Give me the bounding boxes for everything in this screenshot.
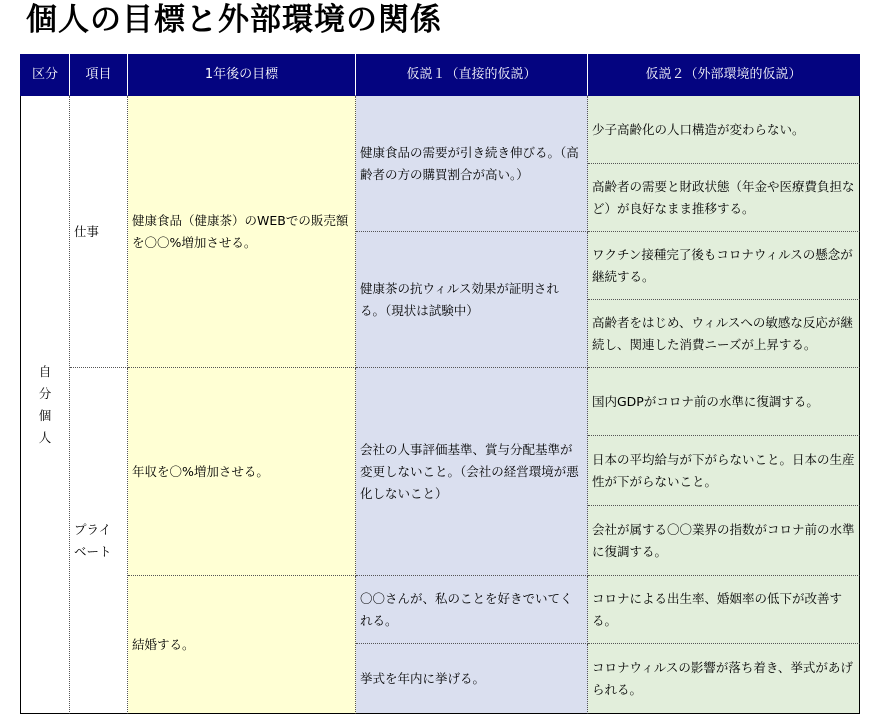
hypothesis-2-cell: [588, 96, 860, 164]
relation-table: [20, 54, 860, 714]
goal-text: 健康食品（健康茶）のWEBでの販売額を〇〇%増加させる。: [132, 212, 349, 250]
hypothesis-1-text: 健康茶の抗ウィルス効果が証明される。（現状は試験中）: [360, 280, 559, 318]
goal-cell: [128, 368, 356, 576]
hypothesis-2-cell: [588, 644, 860, 714]
hypothesis-2-cell: [588, 300, 860, 368]
item-label: 仕事: [74, 223, 100, 239]
header-hypothesis-1: 仮説１（直接的仮説）: [356, 54, 588, 96]
goal-text: 結婚する。: [132, 636, 195, 652]
hypothesis-1-cell: [356, 232, 588, 368]
hypothesis-2-cell: [588, 368, 860, 436]
hypothesis-1-cell: [356, 644, 588, 714]
item-cell-work: [70, 96, 128, 368]
hypothesis-1-text: 挙式を年内に挙げる。: [360, 670, 486, 686]
hypothesis-1-text: 〇〇さんが、私のことを好きでいてくれる。: [360, 590, 573, 628]
hypothesis-2-text: コロナウィルスの影響が落ち着き、挙式があげられる。: [592, 659, 853, 697]
header-goal: 1年後の目標: [128, 54, 356, 96]
page-title: 個人の目標と外部環境の関係: [26, 2, 442, 38]
header-item: 項目: [70, 54, 128, 96]
item-cell-private: [70, 368, 128, 714]
hypothesis-1-cell: [356, 96, 588, 232]
goal-text: 年収を〇%増加させる。: [132, 463, 269, 479]
hypothesis-2-cell: [588, 232, 860, 300]
hypothesis-2-text: 会社が属する〇〇業界の指数がコロナ前の水準に復調する。: [592, 521, 855, 559]
hypothesis-1-text: 会社の人事評価基準、賞与分配基準が変更しないこと。（会社の経営環境が悪化しないこと）: [360, 441, 579, 501]
hypothesis-1-text: 健康食品の需要が引き続き伸びる。（高齢者の方の購買割合が高い。）: [360, 144, 579, 182]
hypothesis-2-cell: [588, 506, 860, 576]
hypothesis-1-cell: [356, 368, 588, 576]
item-label: プライベート: [74, 521, 112, 559]
hypothesis-2-text: 日本の平均給与が下がらないこと。日本の生産性が下がらないこと。: [592, 451, 855, 489]
header-kubun: 区分: [20, 54, 70, 96]
hypothesis-2-text: 高齢者をはじめ、ウィルスへの敏感な反応が継続し、関連した消費ニーズが上昇する。: [592, 314, 853, 352]
hypothesis-2-cell: [588, 164, 860, 232]
kubun-value: 自分個人: [38, 363, 52, 445]
header-hypothesis-2: 仮説２（外部環境的仮説）: [588, 54, 860, 96]
kubun-cell: [20, 96, 70, 714]
hypothesis-2-cell: [588, 576, 860, 644]
hypothesis-2-text: 少子高齢化の人口構造が変わらない。: [592, 121, 805, 137]
hypothesis-2-text: コロナによる出生率、婚姻率の低下が改善する。: [592, 590, 843, 628]
hypothesis-2-text: ワクチン接種完了後もコロナウィルスの懸念が継続する。: [592, 246, 853, 284]
hypothesis-2-cell: [588, 436, 860, 506]
goal-cell: [128, 96, 356, 368]
hypothesis-2-text: 国内GDPがコロナ前の水準に復調する。: [592, 393, 819, 409]
hypothesis-1-cell: [356, 576, 588, 644]
hypothesis-2-text: 高齢者の需要と財政状態（年金や医療費負担など）が良好なまま推移する。: [592, 178, 855, 216]
goal-cell: [128, 576, 356, 714]
